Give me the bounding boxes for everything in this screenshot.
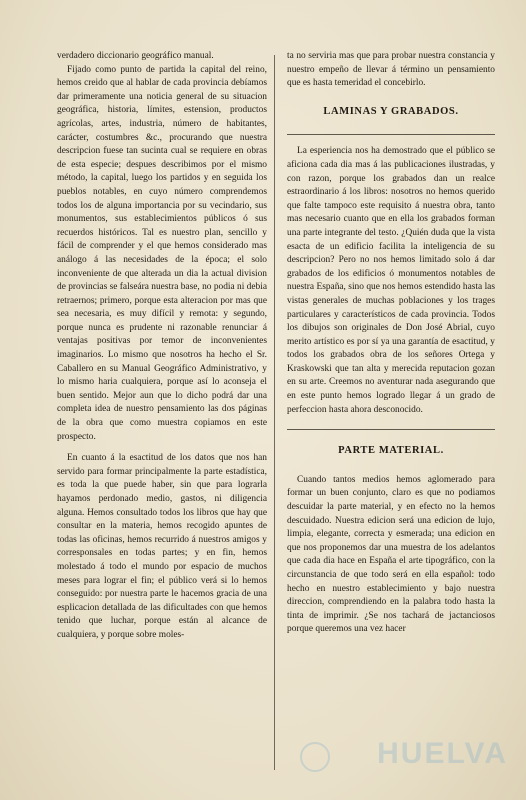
right-paragraph-1: ta no serviria mas que para probar nuestra constancia y nuestro empeño de llevar á término un pensamiento que es hasta temeridad el concebirlo. <box>287 51 495 89</box>
section-rule <box>287 429 495 430</box>
left-paragraph-1: verdadero diccionario geográfico manual. <box>57 51 214 61</box>
library-watermark: HUELVA <box>377 737 508 770</box>
right-paragraph-3: Cuando tantos medios hemos aglomerado para formar un buen conjunto, claro es que no podiamos descuidar la parte material, y en efecto no la hemos descuidado. Nuestra edicion será una edicion de lujo, limpia, elegante, correcta y esmerada; una edicion en que nos proponemos dar una muestra de los adelantos que cada dia hace en España el arte tipográfico, con la circunstancia de que todo será en ella español: todo hecho en nuestro establecimiento y bajo nuestra direccion, comprendiendo en la palabra todo hasta la tinta de imprimir. ¿Se nos tachará de jactanciosos porque queremos una vez hacer <box>287 474 495 635</box>
left-paragraph-2: Fijado como punto de partida la capital del reino, hemos creido que al hablar de cada provincia debíamos dar primeramente una noticia general de su situacion geográfica, historia, límites, estension, productos agrícolas, artes, industria, número de habitantes, carácter, costumbres &c., procurando que nuestra descripcion fuese tan sucinta cual se requiere en obras de esta especie; despues describimos por el mismo método, la capital, luego los partidos y en seguida los pueblos notables, en cuyo número comprendemos todos los de alguna importancia por su vecindario, sus monumentos, sus establecimientos públicos ó sus recuerdos históricos. Tal es nuestro plan, sencillo y fácil de comprender y el que hemos considerado mas análogo á las necesidades de la época; el solo inconveniente de que alterada un dia la actual division de provincias se falseára nuestra base, no podia ni debia retraernos; primero, porque esta alteracion por mas que sea necesaria, es muy difícil y remota: y segundo, porque nunca es prudente ni razonable renunciar á ventajas positivas por temor de inconvenientes imaginarios. Lo mismo que nosotros ha hecho el Sr. Caballero en su Manual Geográfico Administrativo, y lo mismo haria cualquiera, porque así lo aconseja el buen sentido. Mejor aun que lo dicho podrá dar una completa idea de nuestro pensamiento las dos páginas de la obra que como muestra copiamos en este prospecto. <box>57 64 267 442</box>
right-paragraph-2: La esperiencia nos ha demostrado que el público se aficiona cada dia mas á las publicaciones ilustradas, y con razon, porque los grabados dan un realce estraordinario á los libros: nosotros no hemos querido que falte tampoco este requisito á nuestra obra, tanto mas necesario cuanto que en ella los grabados forman una parte integrante del testo. ¿Quién duda que la vista esacta de un edificio facilita la inteligencia de su descripcion? Pero no nos hemos limitado solo á dar grabados de los edificios ó monumentos notables de nuestra España, sino que nos hemos estendido hasta las vistas generales de muchas poblaciones y los trages particulares y característicos de cada provincia. Todos los dibujos son originales de Don José Abrial, cuyo merito artístico es por sí ya una garantía de esactitud, y todos los grabados obra de los señores Ortega y Kraskowski que tan alta y merecida reputacion gozan en su arte. Creemos no aventurar nada asegurando que en este punto hemos logrado llegar á un grado de perfeccion hasta ahora desconocido. <box>287 146 495 415</box>
paragraph-gap <box>57 444 267 452</box>
left-column <box>57 50 267 643</box>
section-rule <box>287 134 495 135</box>
column-divider <box>274 55 275 770</box>
left-paragraph-3: En cuanto á la esactitud de los datos que nos han servido para formar principalmente la parte estadística, es toda la que puede haber, sin que para lograrla hayamos perdonado medio, gastos, ni diligencia alguna. Hemos consultado todos los libros que hay que consultar en la materia, hemos recogido apuntes de todas las oficinas, hemos recurrido á nuestros amigos y corresponsales en todas partes; y en fin, hemos molestado á todo el mundo por espacio de muchos meses para lograr el fin; el público verá si lo hemos conseguido: por nuestra parte le hacemos gracia de una esplicacion detallada de las dificultades con que hemos tenido que luchar, porque están al alcance de cualquiera, y porque sobre moles- <box>57 453 267 640</box>
section-heading-laminas: LAMINAS Y GRABADOS. <box>323 105 459 117</box>
right-column <box>287 50 495 637</box>
section-heading-parte-material: PARTE MATERIAL. <box>338 445 444 457</box>
